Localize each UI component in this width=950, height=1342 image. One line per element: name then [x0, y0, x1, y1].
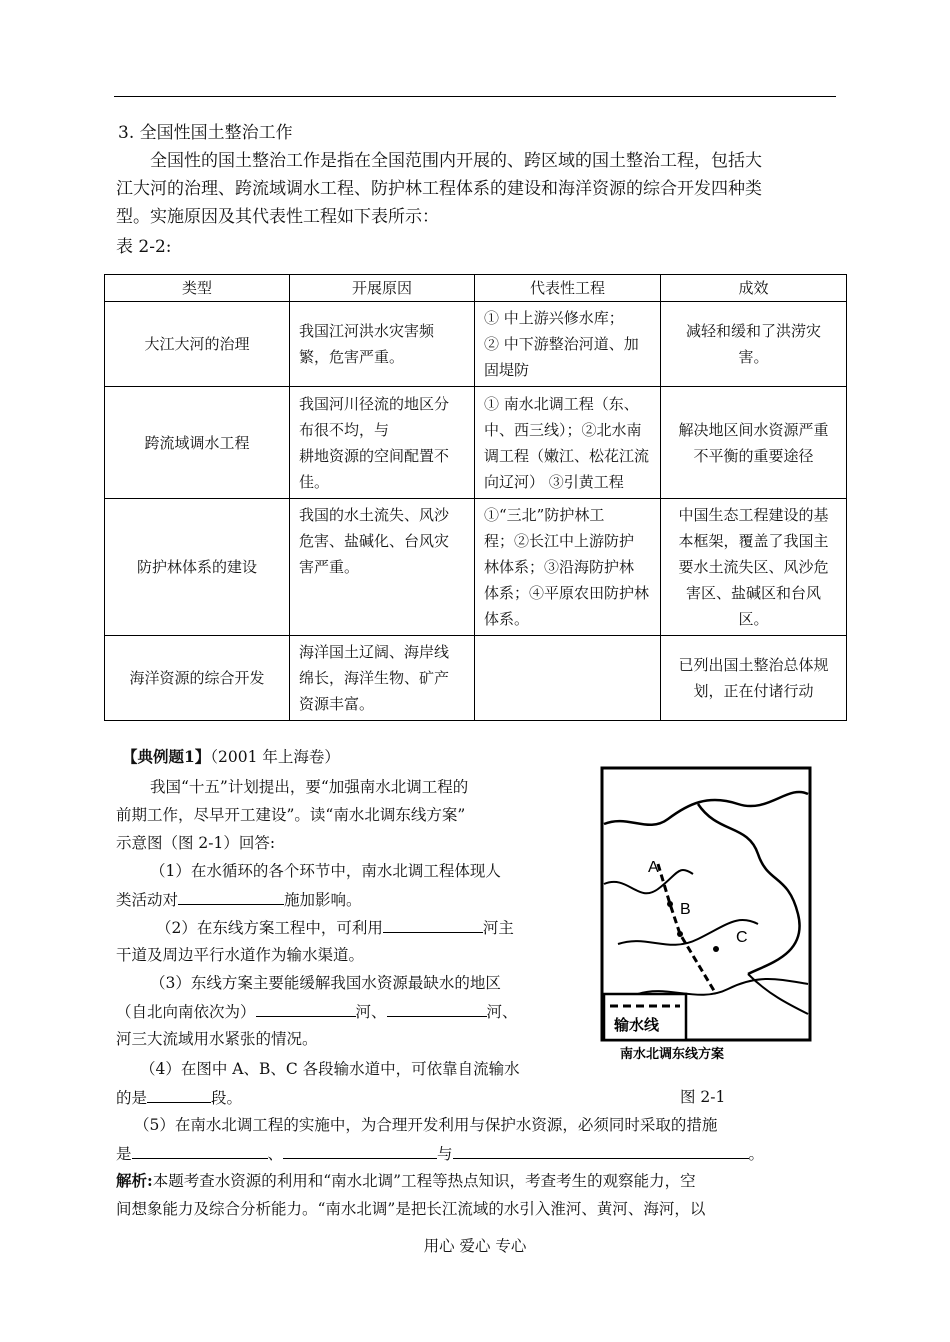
- cell-effect: 中国生态工程建设的基 本框架，覆盖了我国主 要水土流失区、风沙危 害区、盐碱区和台风 区。: [661, 499, 847, 636]
- q3-line-1: （3）东线方案主要能缓解我国水资源最缺水的地区: [150, 974, 501, 992]
- label-a: A: [648, 859, 659, 876]
- example-intro-line-1: 我国“十五”计划提出，要“加强南水北调工程的: [150, 778, 469, 796]
- header-type: 类型: [105, 275, 290, 302]
- cell-projects: ① 中上游兴修水库； ② 中下游整治河道、加 固堤防: [475, 302, 661, 387]
- national-projects-table: [104, 274, 847, 721]
- cell-projects-empty: [475, 636, 661, 721]
- cell-type: 海洋资源的综合开发: [105, 636, 290, 721]
- q3-line-2: （自北向南依次为） 河、 河、: [116, 998, 518, 1025]
- table-row: [105, 302, 847, 387]
- example-title: [122, 744, 340, 770]
- figure-caption: 图 2-1: [680, 1088, 726, 1106]
- header-projects: 代表性工程: [475, 275, 661, 302]
- table-row: [105, 636, 847, 721]
- example-intro-line-3: 示意图（图 2-1）回答:: [116, 834, 276, 852]
- map-river-yangtze: [638, 979, 808, 995]
- label-c: C: [736, 929, 748, 946]
- east-route-map-figure: [598, 764, 826, 1064]
- cell-type: 跨流域调水工程: [105, 387, 290, 499]
- cell-effect: 已列出国土整治总体规 划，正在付诸行动: [661, 636, 847, 721]
- section-heading: 3. 全国性国土整治工作: [118, 123, 293, 143]
- map-boundary: [604, 792, 808, 825]
- cell-effect: 减轻和缓和了洪涝灾 害。: [661, 302, 847, 387]
- point-a: [667, 901, 673, 907]
- section-para-line-2: 江大河的治理、跨流域调水工程、防护林工程体系的建设和海洋资源的综合开发四种类: [116, 179, 762, 199]
- cell-reason: 我国河川径流的地区分 布很不均，与 耕地资源的空间配置不 佳。: [290, 387, 475, 499]
- legend-label: 输水线: [614, 1016, 660, 1034]
- section-para-line-3: 型。实施原因及其代表性工程如下表所示：: [116, 207, 439, 227]
- analysis-line-1: 解析:本题考查水资源的利用和“南水北调”工程等热点知识，考查考生的观察能力，空: [116, 1171, 696, 1190]
- analysis-line-2: 间想象能力及综合分析能力。“南水北调”是把长江流域的水引入淮河、黄河、海河，以: [116, 1200, 706, 1218]
- page-footer: 用心 爱心 专心: [423, 1237, 527, 1255]
- cell-projects: ① 南水北调工程（东、 中、西三线）；②北水南 调工程（嫩江、松花江流 向辽河） ③引黄工程: [475, 387, 661, 499]
- table-header-row: [105, 275, 847, 302]
- answer-blank[interactable]: [283, 1140, 437, 1159]
- point-c: [713, 946, 719, 952]
- example-source: （2001 年上海卷）: [210, 748, 340, 766]
- cell-type: 大江大河的治理: [105, 302, 290, 387]
- water-route-line: [658, 864, 716, 994]
- answer-blank[interactable]: [178, 886, 284, 905]
- q5-line-2: 是 、 与 。: [116, 1140, 764, 1167]
- q1-line-1: （1）在水循环的各个环节中，南水北调工程体现人: [150, 862, 501, 880]
- cell-reason: 我国的水土流失、风沙 危害、盐碱化、台风灾 害严重。: [290, 499, 475, 636]
- header-rule: [114, 96, 836, 97]
- table-row: [105, 499, 847, 636]
- q1-line-2: 类活动对 施加影响。: [116, 886, 362, 913]
- table-label: 表 2-2:: [116, 237, 172, 257]
- answer-blank[interactable]: [453, 1140, 749, 1159]
- q3-line-3: 河三大流域用水紧张的情况。: [116, 1030, 318, 1048]
- answer-blank[interactable]: [132, 1140, 268, 1159]
- answer-blank[interactable]: [383, 914, 483, 933]
- header-reason: 开展原因: [290, 275, 475, 302]
- map-title: 南水北调东线方案: [620, 1047, 725, 1062]
- cell-reason: 我国江河洪水灾害频 繁，危害严重。: [290, 302, 475, 387]
- q4-line-1: （4）在图中 A、B、C 各段输水道中，可依靠自流输水: [140, 1060, 520, 1078]
- cell-reason: 海洋国土辽阔、海岸线 绵长，海洋生物、矿产 资源丰富。: [290, 636, 475, 721]
- q4-line-2: 的是 段。: [116, 1084, 242, 1111]
- section-para-line-1: 全国性的国土整治工作是指在全国范围内开展的、跨区域的国土整治工程，包括大: [150, 151, 762, 171]
- answer-blank[interactable]: [147, 1084, 211, 1103]
- east-route-map: [598, 764, 826, 1064]
- table-row: [105, 387, 847, 499]
- example-title-label: 【典例题1】: [122, 747, 211, 766]
- q2-line-1: （2）在东线方案工程中，可利用 河主: [156, 914, 514, 941]
- label-b: B: [680, 901, 691, 918]
- q5-line-1: （5）在南水北调工程的实施中，为合理开发利用与保护水资源，必须同时采取的措施: [134, 1116, 718, 1134]
- cell-projects: ①“三北”防护林工 程；②长江中上游防护 林体系；③沿海防护林 体系；④平原农田防护林 体系。: [475, 499, 661, 636]
- answer-blank[interactable]: [256, 998, 356, 1017]
- q2-line-2: 干道及周边平行水道作为输水渠道。: [116, 946, 365, 964]
- header-effect: 成效: [661, 275, 847, 302]
- example-intro-line-2: 前期工作，尽早开工建设”。读“南水北调东线方案”: [116, 806, 466, 824]
- cell-effect: 解决地区间水资源严重 不平衡的重要途径: [661, 387, 847, 499]
- point-b: [677, 931, 683, 937]
- cell-type: 防护林体系的建设: [105, 499, 290, 636]
- answer-blank[interactable]: [387, 998, 487, 1017]
